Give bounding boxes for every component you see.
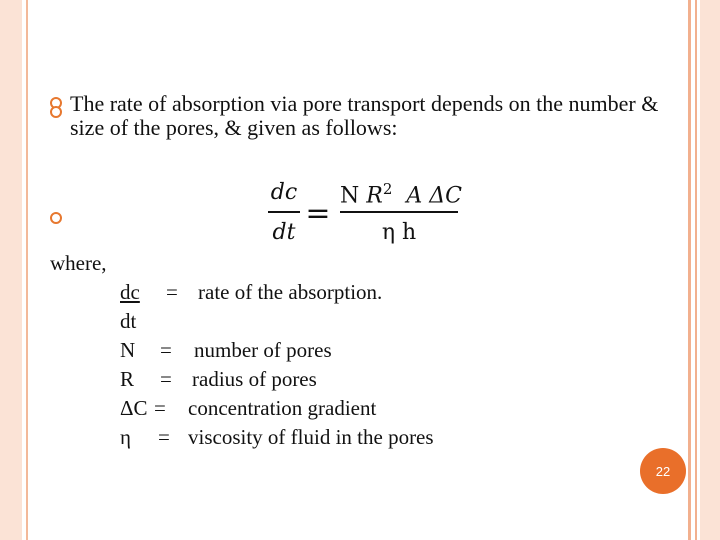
rhs-num-a-dc: A ΔC — [406, 183, 462, 209]
lhs-numerator: dc — [270, 180, 298, 205]
definition-equals: = — [154, 396, 166, 420]
definition-row-eta — [120, 425, 434, 450]
definition-equals: = — [160, 367, 172, 391]
right-border-line-1 — [688, 0, 691, 540]
definition-row-dc-gradient — [120, 396, 376, 421]
definition-equals: = — [158, 425, 170, 449]
intro-line-2: size of the pores, & given as follows: — [70, 115, 398, 140]
rhs-numerator — [340, 180, 462, 209]
definition-row-n — [120, 338, 332, 363]
rhs-num-n: N — [340, 183, 367, 209]
definition-meaning: number of pores — [194, 338, 332, 362]
definition-meaning: viscosity of fluid in the pores — [188, 425, 434, 449]
definition-symbol: N — [120, 338, 136, 362]
definition-meaning: concentration gradient — [188, 396, 377, 420]
intro-line-1: The rate of absorption via pore transport depends on the number & — [70, 91, 659, 116]
left-border — [0, 0, 38, 540]
lhs-denominator: dt — [272, 220, 296, 245]
definition-symbol: η — [120, 425, 131, 449]
page-number-badge — [640, 448, 686, 494]
definition-symbol: R — [120, 367, 135, 391]
intro-paragraph — [70, 92, 720, 140]
where-label: where, — [50, 251, 107, 275]
equals-sign: = — [305, 196, 331, 231]
left-border-strip — [0, 0, 22, 540]
definition-meaning: radius of pores — [192, 367, 317, 391]
bullet-icon — [50, 212, 62, 224]
lhs-fraction-bar — [268, 211, 300, 213]
right-border-line-2 — [695, 0, 697, 540]
rhs-num-exponent: 2 — [382, 180, 393, 198]
page-number: 22 — [655, 463, 671, 479]
definition-row-dt — [120, 309, 136, 334]
definition-row-r — [120, 367, 317, 392]
rhs-num-r: R — [366, 183, 383, 209]
definition-symbol: dt — [120, 309, 137, 333]
definition-meaning: rate of the absorption. — [198, 280, 383, 304]
definition-symbol: ΔC — [120, 396, 148, 420]
right-border-strip — [700, 0, 720, 540]
definition-equals: = — [160, 338, 172, 362]
definition-equals: = — [166, 280, 178, 304]
definition-row-dc — [120, 280, 382, 305]
definition-symbol: dc — [120, 280, 140, 304]
rhs-fraction-bar — [340, 211, 458, 213]
rhs-denominator: η h — [381, 220, 417, 245]
bullet-icon — [50, 106, 62, 118]
left-border-line — [26, 0, 28, 540]
right-border — [686, 0, 720, 540]
